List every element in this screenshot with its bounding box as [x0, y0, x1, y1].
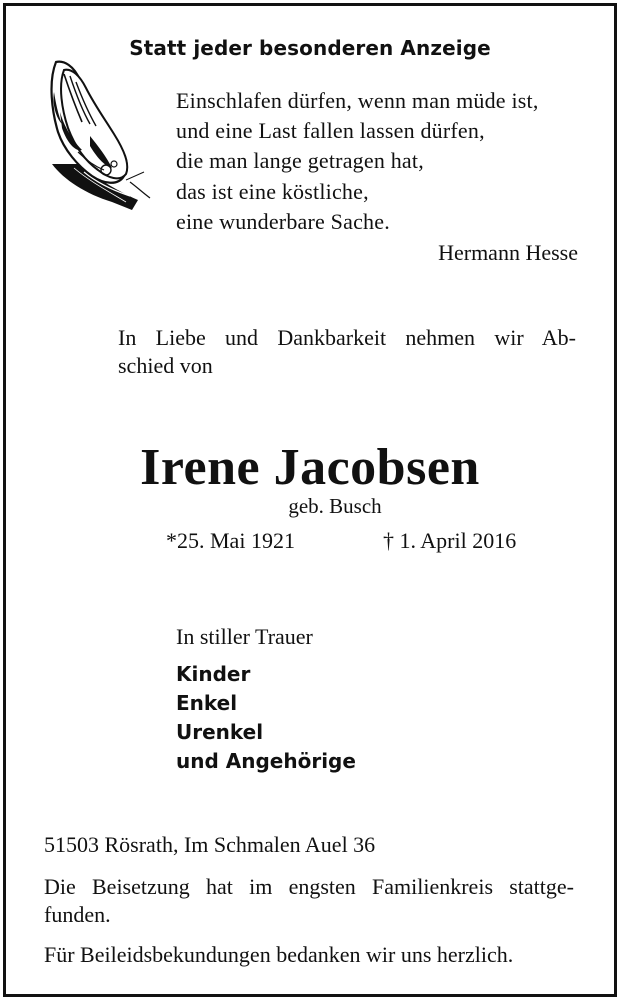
- praying-hands-icon: [34, 52, 159, 212]
- poem-line: eine wunderbare Sache.: [176, 209, 390, 234]
- death-date: † 1. April 2016: [383, 528, 517, 553]
- poem-author: Hermann Hesse: [438, 240, 578, 265]
- birth-date: *25. Mai 1921: [166, 528, 295, 553]
- address: 51503 Rösrath, Im Schmalen Auel 36: [44, 832, 376, 857]
- poem-line: Einschlafen dürfen, wenn man müde ist,: [176, 88, 539, 113]
- mourner-item: Urenkel: [176, 720, 264, 744]
- farewell-text-line-2: schied von: [118, 353, 213, 378]
- mourner-item: Enkel: [176, 691, 238, 715]
- maiden-name: geb. Busch: [288, 494, 382, 518]
- mourner-item: Kinder: [176, 662, 251, 686]
- farewell-text-line-1: In Liebe und Dankbarkeit nehmen wir Ab-: [118, 325, 576, 350]
- mourning-intro: In stiller Trauer: [176, 624, 313, 649]
- deceased-name: Irene Jacobsen: [140, 439, 480, 496]
- burial-note-line-2: funden.: [44, 902, 111, 927]
- poem-line: das ist eine köstliche,: [176, 179, 369, 204]
- poem-line: und eine Last fallen lassen dürfen,: [176, 118, 485, 143]
- mourner-item: und Angehörige: [176, 749, 356, 773]
- poem-line: die man lange getragen hat,: [176, 148, 424, 173]
- burial-note-line-1: Die Beisetzung hat im engsten Familienkreis stattge-: [44, 874, 574, 899]
- header-title: Statt jeder besonderen Anzeige: [129, 36, 491, 60]
- thanks-note: Für Beileidsbekundungen bedanken wir uns herzlich.: [44, 942, 514, 967]
